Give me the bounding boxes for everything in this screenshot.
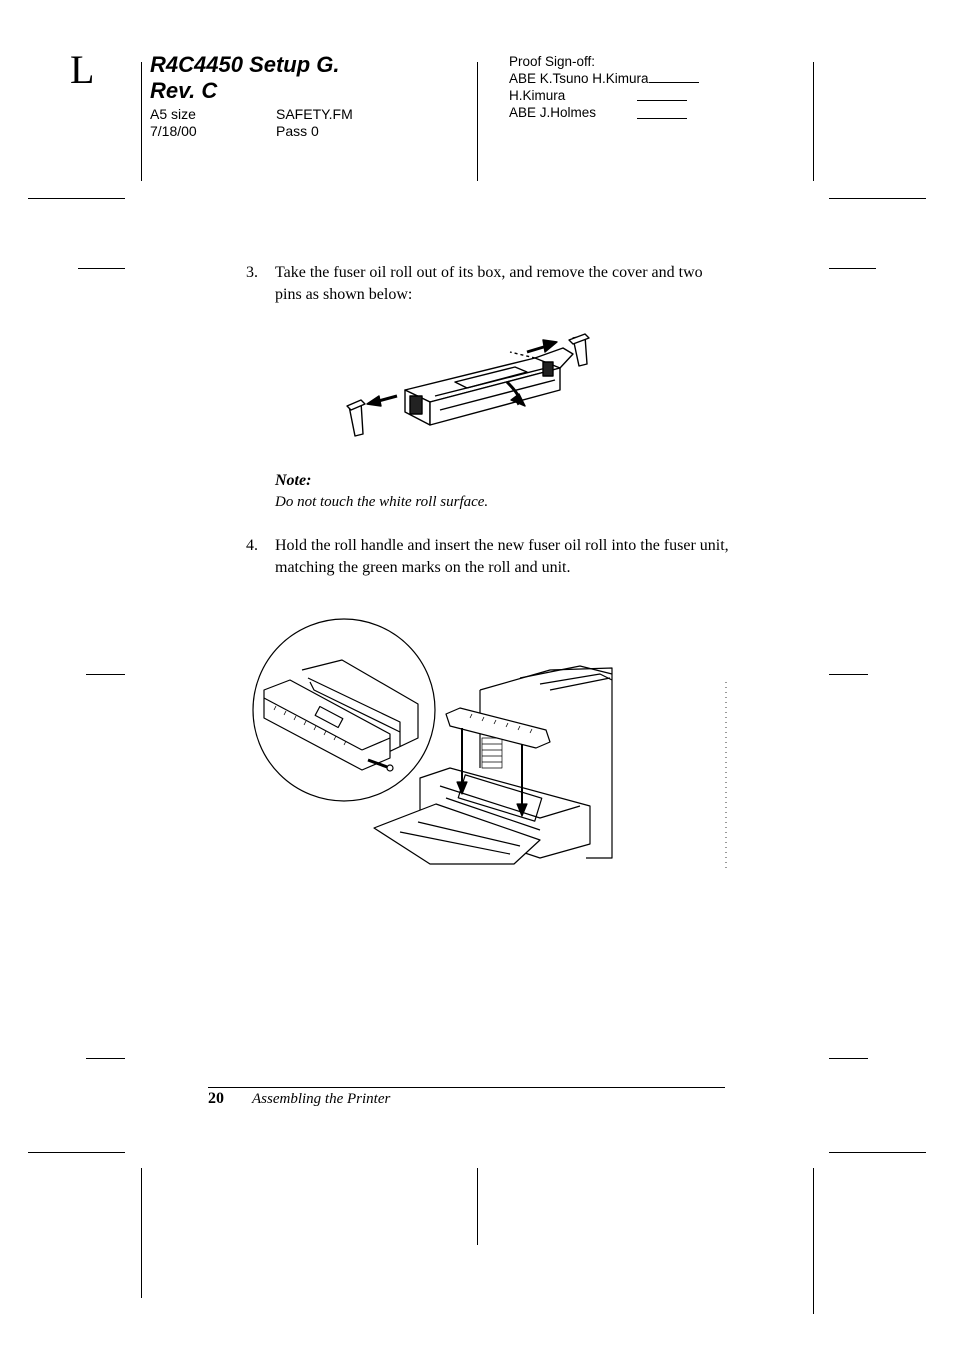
crop-mark bbox=[86, 1058, 125, 1059]
crop-mark bbox=[829, 268, 876, 269]
proof-line-2: H.Kimura bbox=[509, 88, 566, 103]
crop-mark bbox=[78, 268, 125, 269]
corner-letter: L bbox=[70, 47, 95, 92]
crop-mark bbox=[813, 62, 814, 181]
crop-mark bbox=[141, 1168, 142, 1298]
crop-mark bbox=[813, 1168, 814, 1314]
crop-mark bbox=[28, 198, 125, 199]
crop-mark bbox=[829, 674, 868, 675]
file-label: SAFETY.FM bbox=[276, 106, 353, 122]
step-text: Take the fuser oil roll out of its box, and remove the cover and two pins as shown below: bbox=[275, 264, 703, 303]
section-title: Assembling the Printer bbox=[252, 1091, 391, 1107]
page-number: 20 bbox=[208, 1090, 224, 1107]
crop-mark bbox=[477, 1168, 478, 1245]
proof-label: Proof Sign-off: bbox=[509, 54, 596, 69]
document-title: R4C4450 Setup G. Rev. C bbox=[150, 52, 340, 103]
crop-mark bbox=[28, 1152, 125, 1153]
note-title: Note: bbox=[275, 472, 312, 489]
proof-line-3: ABE J.Holmes bbox=[509, 105, 597, 120]
proof-line-1 bbox=[509, 70, 699, 87]
crop-mark bbox=[477, 62, 478, 181]
crop-mark bbox=[829, 1058, 868, 1059]
step-number: 4. bbox=[246, 537, 258, 554]
crop-mark bbox=[86, 674, 125, 675]
crop-mark bbox=[829, 198, 926, 199]
proof-line-1-text: ABE K.Tsuno H.Kimura bbox=[509, 71, 649, 86]
pass-label: Pass 0 bbox=[276, 123, 319, 139]
signature-line bbox=[649, 70, 699, 83]
crop-mark bbox=[141, 62, 142, 181]
fuser-oil-roll-illustration bbox=[335, 330, 595, 445]
step-text: Hold the roll handle and insert the new fuser oil roll into the fuser unit, matching the green marks on the roll and unit. bbox=[275, 537, 729, 576]
crop-mark bbox=[829, 1152, 926, 1153]
note-text: Do not touch the white roll surface. bbox=[275, 494, 489, 510]
step-number: 3. bbox=[246, 264, 258, 281]
footer-rule bbox=[208, 1087, 725, 1088]
signature-line bbox=[637, 100, 687, 101]
signature-line bbox=[637, 118, 687, 119]
date-label: 7/18/00 bbox=[150, 123, 197, 139]
size-label: A5 size bbox=[150, 106, 196, 122]
fuser-insertion-illustration bbox=[250, 618, 730, 878]
